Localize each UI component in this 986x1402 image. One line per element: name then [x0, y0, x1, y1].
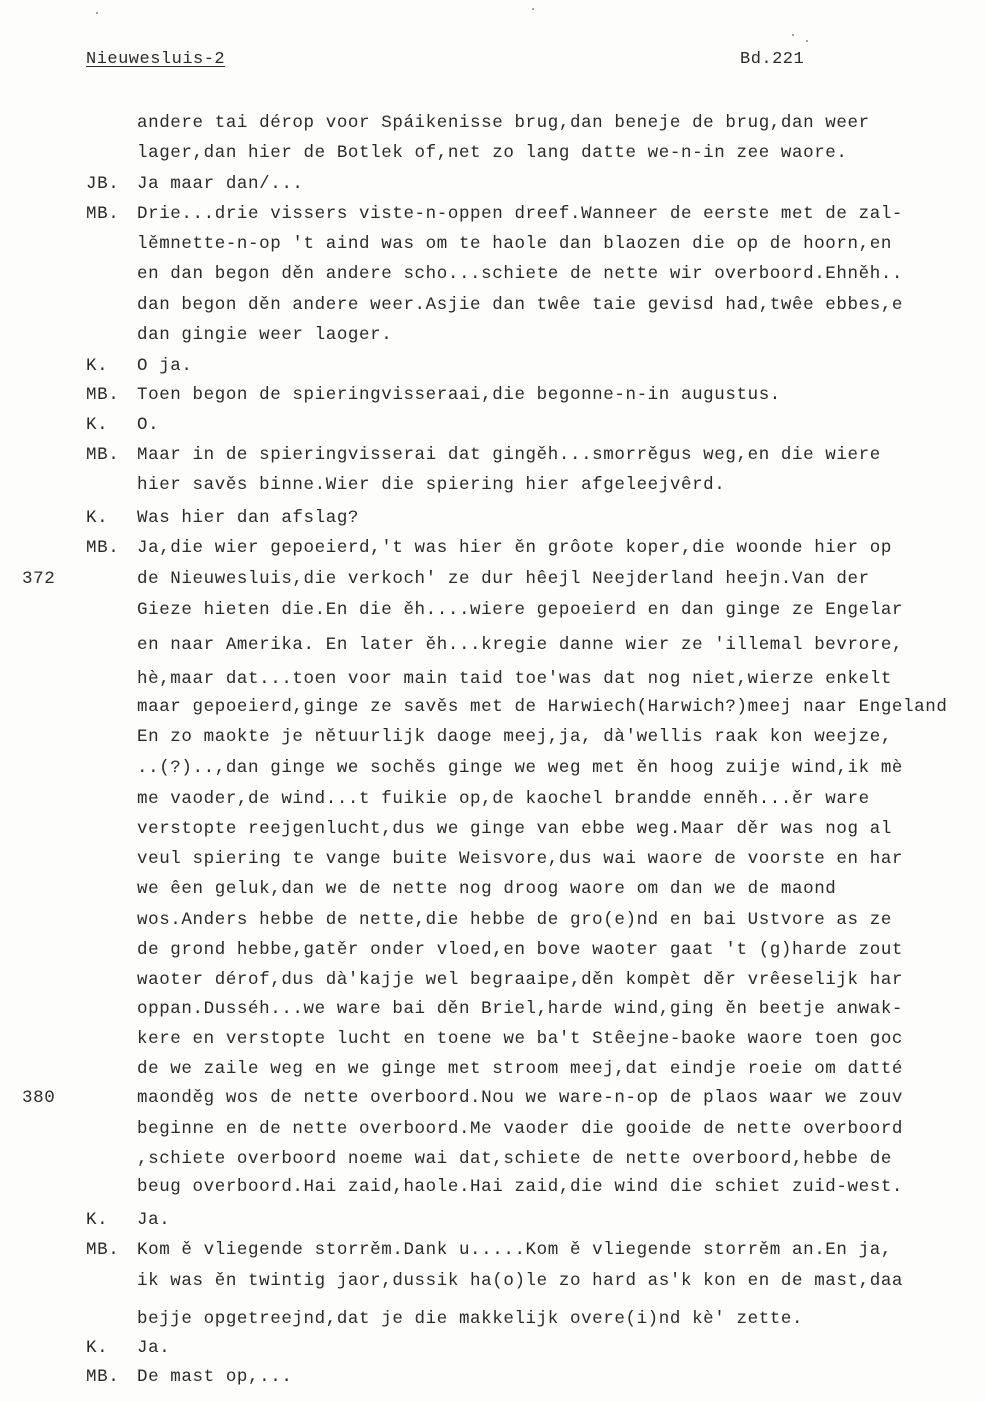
- line-text: veul spiering te vange buite Weisvore,dus wai waore de voorste en har: [137, 849, 904, 869]
- speaker-label: K.: [86, 1338, 109, 1358]
- line-text: beginne en de nette overboord.Me vaoder die gooide de nette overboord: [137, 1119, 904, 1139]
- transcript-line: [0, 1174, 986, 1200]
- line-text: En zo maokte je nětuurlijk daoge meej,ja, dà'wellis raak kon weejze,: [137, 727, 892, 747]
- line-text: verstopte reejgenlucht,dus we ginge van ebbe weg.Maar děr was nog al: [137, 819, 892, 839]
- line-text: ,schiete overboord noeme wai dat,schiete de nette overboord,hebbe de: [137, 1149, 892, 1169]
- line-text: Ja.: [137, 1210, 171, 1230]
- line-text: O.: [137, 415, 160, 435]
- speaker-label: K.: [86, 508, 109, 528]
- speaker-label: JB.: [86, 174, 120, 194]
- transcript-line: [0, 1364, 986, 1390]
- transcript-line: [0, 1237, 986, 1263]
- line-text: kere en verstopte lucht en toene we ba't Stêejne-baoke waore toen goc: [137, 1029, 904, 1049]
- line-text: Gieze hieten die.En die ěh....wiere gepoeierd en dan ginge ze Engelar: [137, 600, 904, 620]
- transcript-line: [0, 1085, 986, 1111]
- line-number: 380: [22, 1088, 56, 1108]
- line-text: Kom ě vliegende storrěm.Dank u.....Kom ě vliegende storrěm an.En ja,: [137, 1240, 892, 1260]
- line-text: waoter dérof,dus dà'kajje wel begraaipe,děn kompèt děr vrêeselijk har: [137, 970, 904, 990]
- transcript-line: [0, 322, 986, 348]
- transcript-line: [0, 996, 986, 1022]
- transcript-line: [0, 110, 986, 136]
- line-text: de we zaile weg en we ginge met stroom meej,dat eindje roeie om datté: [137, 1059, 904, 1079]
- line-number: 372: [22, 569, 56, 589]
- transcript-line: [0, 382, 986, 408]
- speaker-label: MB.: [86, 538, 120, 558]
- line-text: Drie...drie vissers viste-n-oppen dreef.Wanneer de eerste met de zal-: [137, 204, 904, 224]
- line-text: Ja,die wier gepoeierd,'t was hier ěn grôote koper,die woonde hier op: [137, 538, 892, 558]
- transcript-line: [0, 937, 986, 963]
- line-text: De mast op,...: [137, 1367, 293, 1387]
- transcript-line: [0, 724, 986, 750]
- header-title: Nieuwesluis-2: [86, 50, 226, 69]
- transcript-line: [0, 472, 986, 498]
- transcript-line: [0, 535, 986, 561]
- paper-speck: [806, 40, 808, 42]
- line-text: lager,dan hier de Botlek of,net zo lang datte we-n-in zee waore.: [137, 143, 848, 163]
- line-text: Ja.: [137, 1338, 171, 1358]
- transcript-line: [0, 816, 986, 842]
- transcript-line: [0, 261, 986, 287]
- transcript-line: [0, 1335, 986, 1361]
- line-text: Maar in de spieringvisserai dat gingěh...smorrěgus weg,en die wiere: [137, 445, 881, 465]
- paper-speck: [792, 34, 794, 36]
- transcript-line: [0, 1207, 986, 1233]
- transcript-line: [0, 876, 986, 902]
- line-text: lěmnette-n-op 't aind was om te haole dan blaozen die op de hoorn,en: [137, 234, 892, 254]
- paper-speck: [96, 12, 98, 14]
- transcript-line: [0, 597, 986, 623]
- line-text: oppan.Dusséh...we ware bai děn Briel,harde wind,ging ěn beetje anwak-: [137, 999, 904, 1019]
- transcript-line: [0, 353, 986, 379]
- header-page-ref: Bd.221: [740, 50, 805, 69]
- transcript-line: [0, 786, 986, 812]
- line-text: bejje opgetreejnd,dat je die makkelijk overe(i)nd kè' zette.: [137, 1309, 804, 1329]
- speaker-label: K.: [86, 356, 109, 376]
- line-text: dan gingie weer laoger.: [137, 325, 393, 345]
- transcript-line: [0, 666, 986, 692]
- line-text: hè,maar dat...toen voor main taid toe'was dat nog niet,wierze enkelt: [137, 669, 892, 689]
- paper-speck: [532, 8, 534, 10]
- transcript-line: [0, 1268, 986, 1294]
- line-text: beug overboord.Hai zaid,haole.Hai zaid,die wind die schiet zuid-west.: [137, 1177, 904, 1197]
- transcript-line: [0, 1306, 986, 1332]
- transcript-line: [0, 1146, 986, 1172]
- speaker-label: K.: [86, 1210, 109, 1230]
- line-text: O ja.: [137, 356, 193, 376]
- transcript-line: [0, 1026, 986, 1052]
- line-text: Ja maar dan/...: [137, 174, 304, 194]
- transcript-line: [0, 846, 986, 872]
- speaker-label: MB.: [86, 1367, 120, 1387]
- transcript-line: [0, 907, 986, 933]
- speaker-label: MB.: [86, 445, 120, 465]
- transcript-line: [0, 1056, 986, 1082]
- line-text: en naar Amerika. En later ěh...kregie danne wier ze 'illemal bevrore,: [137, 635, 904, 655]
- line-text: hier savěs binne.Wier die spiering hier afgeleejvêrd.: [137, 475, 726, 495]
- speaker-label: MB.: [86, 1240, 120, 1260]
- line-text: dan begon děn andere weer.Asjie dan twêe taie gevisd had,twêe ebbes,e: [137, 295, 904, 315]
- speaker-label: MB.: [86, 385, 120, 405]
- line-text: ..(?)..,dan ginge we sochěs ginge we weg met ěn hoog zuije wind,ik mè: [137, 758, 904, 778]
- line-text: Toen begon de spieringvisseraai,die begonne-n-in augustus.: [137, 385, 781, 405]
- transcript-line: [0, 231, 986, 257]
- transcript-line: [0, 442, 986, 468]
- transcript-line: [0, 967, 986, 993]
- transcript-line: [0, 505, 986, 531]
- line-text: we êen geluk,dan we de nette nog droog waore om dan we de maond: [137, 879, 837, 899]
- transcript-line: [0, 632, 986, 658]
- line-text: de Nieuwesluis,die verkoch' ze dur hêejl Neejderland heejn.Van der: [137, 569, 870, 589]
- transcript-line: [0, 171, 986, 197]
- line-text: maar gepoeierd,ginge ze savěs met de Harwiech(Harwich?)meej naar Engeland: [137, 697, 948, 717]
- line-text: en dan begon děn andere scho...schiete de nette wir overboord.Ehněh..: [137, 264, 904, 284]
- transcript-line: [0, 201, 986, 227]
- transcript-line: [0, 566, 986, 592]
- line-text: de grond hebbe,gatěr onder vloed,en bove waoter gaat 't (g)harde zout: [137, 940, 904, 960]
- line-text: wos.Anders hebbe de nette,die hebbe de gro(e)nd en bai Ustvore as ze: [137, 910, 892, 930]
- line-text: ik was ěn twintig jaor,dussik ha(o)le zo hard as'k kon en de mast,daa: [137, 1271, 904, 1291]
- line-text: Was hier dan afslag?: [137, 508, 360, 528]
- transcript-line: [0, 1116, 986, 1142]
- line-text: me vaoder,de wind...t fuikie op,de kaochel brandde enněh...ěr ware: [137, 789, 870, 809]
- line-text: andere tai dérop voor Spáikenisse brug,dan beneje de brug,dan weer: [137, 113, 870, 133]
- transcript-line: [0, 412, 986, 438]
- transcript-line: [0, 755, 986, 781]
- speaker-label: MB.: [86, 204, 120, 224]
- transcript-line: [0, 140, 986, 166]
- speaker-label: K.: [86, 415, 109, 435]
- transcript-line: [0, 694, 986, 720]
- transcript-line: [0, 292, 986, 318]
- line-text: maonděg wos de nette overboord.Nou we ware-n-op de plaos waar we zouv: [137, 1088, 904, 1108]
